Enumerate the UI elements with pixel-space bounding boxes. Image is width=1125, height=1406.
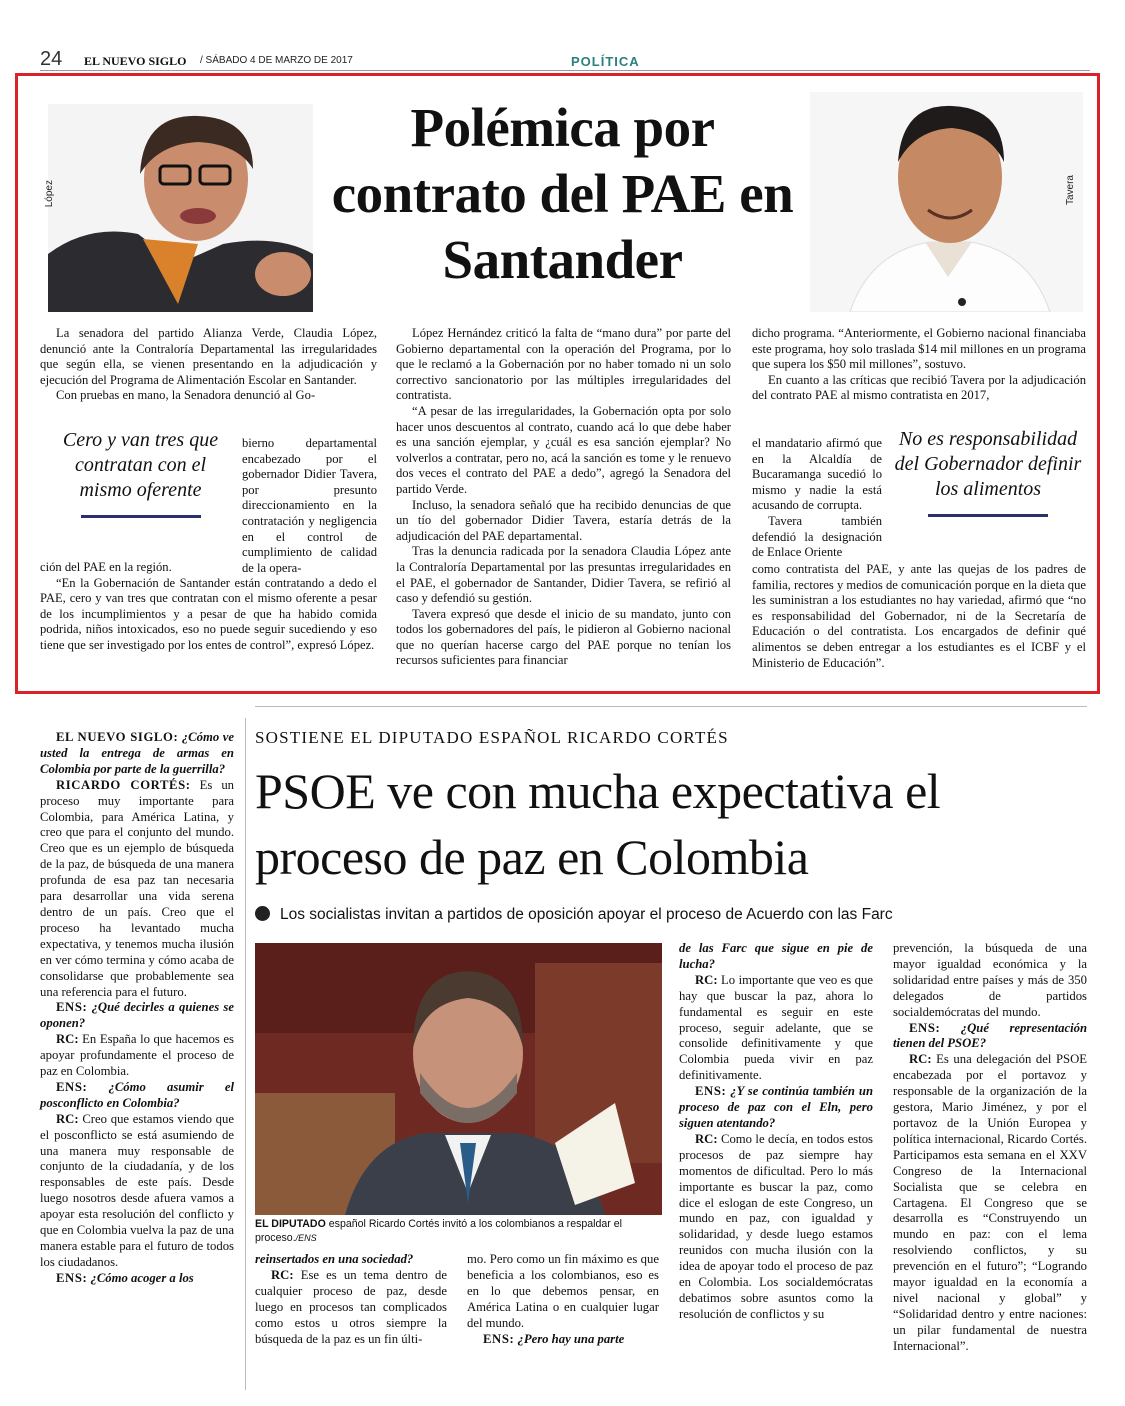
question [893,1021,1087,1053]
pull-quote-text: Cero y van tres que contratan con el mismo oferente [62,429,219,501]
caption-lead: EL DIPUTADO [255,1218,326,1230]
paragraph: “En la Gobernación de Santander están contratando a dedo el PAE, cero y van tres que contratan con el mismo oferente a pesar de los incumplimientos y a pesar de que ha habido comida podrida, niños intoxicados, eso no puede seguir sucediendo y eso tiene que ser investigado por los entes de control”, expresó López. [40,575,377,652]
story1-column-3-bottom [752,562,1086,671]
speaker-label: ENS: [56,1079,88,1094]
question [40,1000,234,1032]
question [467,1332,659,1348]
newspaper-name: EL NUEVO SIGLO [84,54,187,68]
speaker-label: RC: [56,1032,79,1047]
pull-quote-text: No es responsabilidad del Gobernador definir los alimentos [894,428,1082,500]
paragraph: Con pruebas en mano, la Senadora denunció al Go- [56,388,316,403]
photo-caption-lopez: López [44,180,55,208]
question-text: ¿Cómo ve usted la entrega de armas en Colombia por parte de la guerrilla? [40,730,234,776]
answer [40,1032,234,1080]
story-divider [255,706,1087,707]
answer-text: Ese es un tema dentro de cualquier proceso de paz, desde luego en procesos tan complicados como estos u otros siempre la búsqueda de la paz es un fin últi- [255,1267,447,1346]
photo-caption-tavera: Tavera [1065,175,1076,206]
page-number: 24 [40,48,63,70]
answer [40,1112,234,1271]
story2-column-2 [255,1252,447,1347]
speaker-label: RC: [271,1267,294,1282]
speaker-label: RC: [695,1131,718,1146]
answer-text: mo. Pero como un fin máximo es que beneficia a los colombianos, eso es en lo que debemos pensar, en América Latina o en cualquier lugar del mundo. [467,1252,659,1330]
question-text: ¿Cómo acoger a los [90,1270,194,1285]
answer-text: Lo importante que veo es que hay que buscar la paz, ahora lo fundamental es seguir en este proceso, seguir adelante, que se consolide definitivamente y que Colombia pueda vivir en paz definitivamente. [679,972,873,1083]
caption-credit: /ENS [295,1233,317,1243]
paragraph: Tavera expresó que desde el inicio de su mandato, junto con todos los gobernadores del país, le pidieron al Gobierno nacional que no querían hacerse cargo del PAE porque no tenían los recursos suficientes para financiar [396,606,731,668]
question [679,941,873,973]
paragraph: bierno departamental encabezado por el gobernador Didier Tavera, por presunto direccionamiento en la contratación y negligencia en el control de cumplimiento de calidad de la opera- [242,436,377,575]
question-text: ¿Qué representación tienen del PSOE? [893,1020,1087,1051]
story1-column-2 [396,326,731,669]
story1-column-1 [40,326,377,404]
story2-column-3 [467,1252,659,1347]
answer-text: Es un proceso muy importante para Colombia, para América Latina, y creo que para el conjunto del mundo. Creo que es un ejemplo de búsqueda de la paz, de búsqueda de una manera profunda de esa paz tan necesaria para desarrollar una vida serena dentro de un país. Creo que el proceso ha levantado mucha expectativa, y tenemos mucha ilusión en ver cómo termina y cómo acaba de consolidarse que probablemente sea una referencia para el futuro. [40,777,234,999]
column-divider [245,718,246,1390]
story2-column-5 [893,941,1087,1355]
story2-column-4 [679,941,873,1323]
answer [679,973,873,1084]
question-text: ¿Pero hay una parte [517,1331,625,1346]
paragraph: Tras la denuncia radicada por la senadora Claudia López ante la Contraloría Departamental por las presuntas irregularidades en el PAE, el gobernador de Santander, Didier Tavera, se refirió al caso y defendió su gestión. [396,544,731,606]
photo-caption-cortes [255,1217,655,1245]
photo-tavera [810,92,1083,312]
paragraph: “A pesar de las irregularidades, la Gobernación opta por solo hacer unos descuentos al contrato, cuando acá lo que debe haber es una sanción ejemplar, y ¿cuál es esa sanción ejemplar? No volverlos a contratar, pero no, acá la sanción es tome y le renuevo dos veces el contrato del PAE a dedo”, agregó la Senadora del partido Verde. [396,403,731,496]
question [40,730,234,778]
paragraph: La senadora del partido Alianza Verde, Claudia López, denunció ante la Contraloría Departamental las irregularidades que según ella, se vienen presentando en la adjudicación y ejecución del Programa de Alimentación Escolar en Santander. [40,326,377,387]
issue-date: / SÁBADO 4 DE MARZO DE 2017 [200,55,353,66]
story1-headline: Polémica por contrato del PAE en Santander [331,97,794,290]
pull-quote-right [888,427,1088,517]
story2-kicker: SOSTIENE EL DIPUTADO ESPAÑOL RICARDO CORTÉS [255,728,729,747]
question [255,1252,447,1268]
deck-text: Los socialistas invitan a partidos de oposición apoyar el proceso de Acuerdo con las Farc [280,906,893,923]
answer [679,1132,873,1323]
answer-text: Creo que estamos viendo que el posconflicto se está asumiendo de una manera muy responsable de conjunto de la ciudadanía, y de los responsables de este país. Desde luego nosotros desde afuera vamos a apoyar esta resolución del conflicto y que en Colombia vuelva la paz de una manera estable para el futuro de todos los ciudadanos. [40,1111,234,1269]
story1-column-1-bottom [40,560,377,654]
answer-text: Es una delegación del PSOE encabezada por el portavoz y responsable de la organización de la gestora, Mario Jiménez, y por el portavoz de la Unión Europea y política internacional, Ricardo Cortés. Participamos esta semana en el XXV Congreso de la Internacional Socialista que se celebra en Cartagena. El Congreso que se desarrolla es “Construyendo un mundo en paz: con el lema resolviendo conflictos, y su prevención en el futuro”; “Logrando mayor igualdad en la economía a nivel nacional y global” y “Solidaridad dentro y entre naciones: un pilar fundamental de nuestra Internacional”. [893,1052,1088,1353]
page-header [40,48,1090,72]
story2-deck [255,906,1105,924]
speaker-label: ENS: [695,1084,727,1099]
story1-column-3-wrap [752,436,882,561]
paragraph: Incluso, la senadora señaló que ha recibido denuncias de que un tío del gobernador Didier Tavera, estaría detrás de la adjudicación del PAE departamental. [396,497,731,543]
question-text: ¿Y se continúa también un proceso de paz con el Eln, pero siguen atentando? [679,1084,874,1130]
answer [467,1252,659,1332]
answer [255,1268,447,1348]
story1-column-3 [752,326,1086,404]
photo-cortes [255,943,662,1215]
answer [893,1052,1087,1354]
question [679,1084,873,1132]
speaker-label: EL NUEVO SIGLO: [56,730,179,744]
answer-text: prevención, la búsqueda de una mayor igualdad económica y la solidaridad entre países y más de 350 delegados de partidos socialdemócratas del mundo. [893,941,1087,1019]
speaker-label: RICARDO CORTÉS: [56,777,191,792]
speaker-label: RC: [56,1111,79,1126]
story2-headline: PSOE ve con mucha expectativa el proceso de paz en Colombia [255,763,941,885]
speaker-label: ENS: [909,1020,941,1035]
question-text: reinsertados en una sociedad? [255,1252,414,1266]
answer [893,941,1087,1021]
paragraph: Tavera también defendió la designación de Enlace Oriente [752,513,882,560]
story1-column-1-wrap [242,436,377,576]
pull-quote-left [48,428,233,518]
speaker-label: RC: [909,1052,932,1067]
paragraph: ción del PAE en la región. [40,560,172,574]
paragraph: como contratista del PAE, y ante las quejas de los padres de familia, rectores y medios de comunicación porque en la dieta que les suministran a los estudiantes no hay variedad, afirmó que “no es responsabilidad del Gobernador, ni de la Secretaría de Educación o del contratista. Los encargados de definir qué alimentos se deben entregar a los estudiantes es el ICBF y el Ministerio de Educación”. [752,562,1086,670]
bullet-icon [255,906,270,921]
answer-text: Como le decía, en todos estos procesos de paz siempre hay momentos de dificultad. Pero lo más importante es buscar la paz, como dice el eslogan de este Congreso, un mundo en paz, con igualdad y solidaridad, y desde luego estamos reunidos con mucha ilusión con la idea de apoyar todo el proceso de paz en Colombia. Los socialdemócratas debatimos sobre asuntos como la resolución de conflictos y su [679,1131,873,1321]
pull-quote-rule [81,515,201,518]
pull-quote-rule [928,514,1048,517]
speaker-label: ENS: [56,1000,88,1015]
question-text: ¿Cómo asumir el posconflicto en Colombia? [40,1079,235,1110]
question [40,1271,234,1287]
question-text: de las Farc que sigue en pie de lucha? [679,941,873,971]
speaker-label: ENS: [483,1331,515,1346]
paragraph: dicho programa. “Anteriormente, el Gobierno nacional financiaba este programa, hoy solo traslada $14 mil millones en un programa que supera los $50 mil millones”, sostuvo. [752,326,1086,372]
answer-text: En España lo que hacemos es apoyar profundamente el proceso de paz en Colombia. [40,1032,234,1079]
story2-column-1 [40,730,234,1287]
caption-text: español Ricardo Cortés invitó a los colombianos a respaldar el proceso. [255,1218,623,1244]
answer [40,778,234,1001]
header-rule [40,70,1090,71]
speaker-label: ENS: [56,1270,88,1285]
speaker-label: RC: [695,972,718,987]
question-text: ¿Qué decirles a quienes se oponen? [40,1000,235,1031]
section-label: POLÍTICA [571,54,640,69]
question [40,1080,234,1112]
paragraph: En cuanto a las críticas que recibió Tavera por la adjudicación del contrato PAE al mismo contratista en 2017, [752,372,1086,403]
paragraph: el mandatario afirmó que en la Alcaldía de Bucaramanga sucedió lo mismo y nadie la está acusando de corrupta. [752,436,882,513]
photo-lopez [48,104,313,312]
paragraph: López Hernández criticó la falta de “mano dura” por parte del Gobierno departamental con la operación del Programa, por lo que le reclamó a la Gobernación por no haber tomado ni un solo correctivo sancionatorio por las múltiples irregularidades del contratista. [396,326,731,403]
